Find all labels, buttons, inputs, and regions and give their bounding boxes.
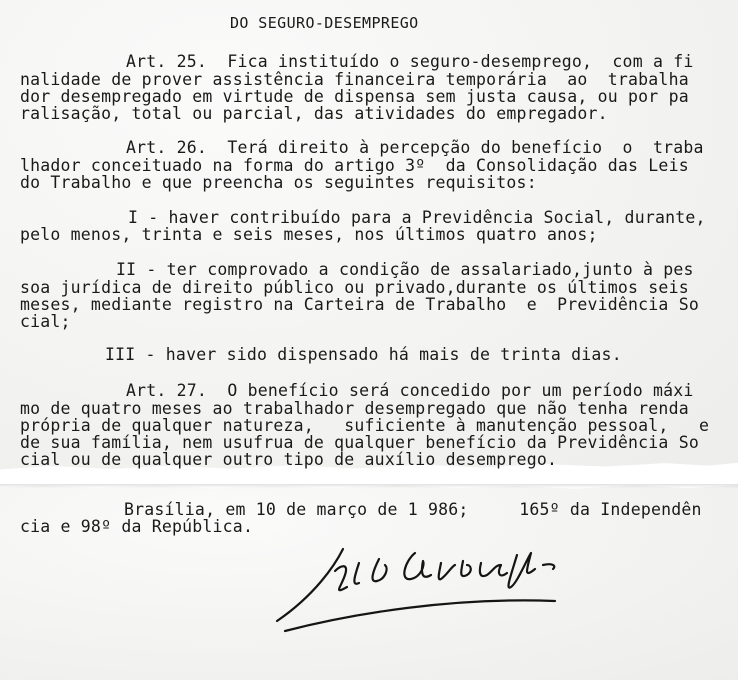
article-27-line-2: mo de quatro meses ao trabalhador desempregado que não tenha renda <box>20 399 689 418</box>
item-ii-line-2: soa jurídica de direito público ou privado,durante os últimos seis <box>20 278 689 297</box>
article-26-line-1: Art. 26. Terá direito à percepção do benefício o traba <box>126 138 704 157</box>
article-27-line-1: Art. 27. O benefício será concedido por um período máxi <box>126 381 694 400</box>
handwritten-signature <box>255 535 575 655</box>
item-iii-line: III - haver sido dispensado há mais de trinta dias. <box>105 345 622 364</box>
item-ii-line-3: meses, mediante registro na Carteira de Trabalho e Previdência So <box>20 295 699 314</box>
item-ii-line-4: cial; <box>20 312 71 331</box>
item-i-line-1: I - haver contribuído para a Previdência Social, durante, <box>128 208 706 227</box>
article-25-line-2: nalidade de prover assistência financeira temporária ao trabalha <box>20 70 689 89</box>
item-i-line-2: pelo menos, trinta e seis meses, nos últimos quatro anos; <box>20 225 598 244</box>
article-27-line-5: cial ou de qualquer outro tipo de auxílio desemprego. <box>20 450 558 469</box>
item-ii-line-1: II - ter comprovado a condição de assalariado,junto à pes <box>116 260 694 279</box>
article-25-line-1: Art. 25. Fica instituído o seguro-desemprego, com a fi <box>126 52 694 71</box>
article-26-line-3: do Trabalho e que preencha os seguintes requisitos: <box>20 173 537 192</box>
closing-line-2: cia e 98º da República. <box>20 517 254 536</box>
article-27-line-3: própria de qualquer natureza, suficiente à manutenção pessoal, e <box>20 416 710 435</box>
article-25-line-4: ralisação, total ou parcial, das atividades do empregador. <box>20 104 608 123</box>
article-26-line-2: lhador conceituado na forma do artigo 3º da Consolidação das Leis <box>20 156 689 175</box>
tear-shadow <box>0 484 738 488</box>
article-25-line-3: dor desempregado em virtude de dispensa sem justa causa, ou por pa <box>20 87 689 106</box>
section-heading: DO SEGURO-DESEMPREGO <box>230 14 419 32</box>
article-27-line-4: de sua família, nem usufrua de qualquer benefício da Previdência So <box>20 433 699 452</box>
closing-line-1: Brasília, em 10 de março de 1 986; 165º da Independên <box>124 500 702 519</box>
